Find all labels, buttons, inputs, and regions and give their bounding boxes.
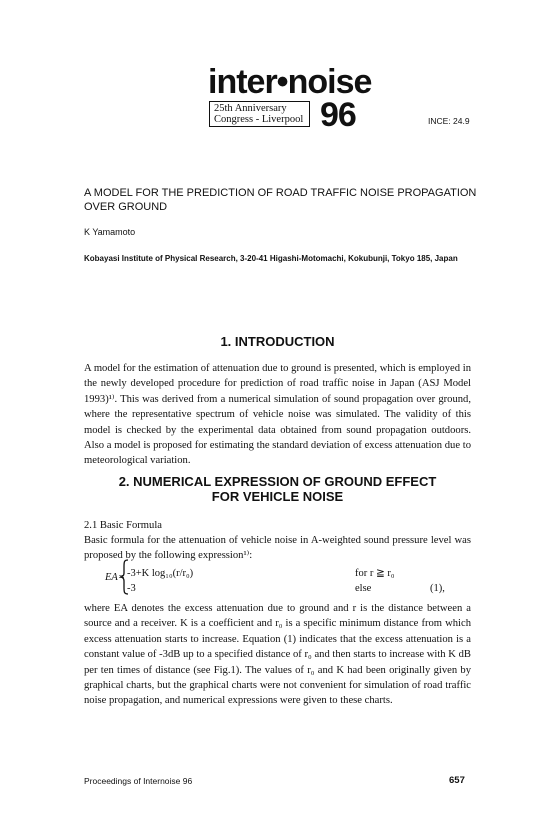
equation-case2: -3 [127,583,136,594]
page-number: 657 [449,775,465,786]
section-heading-line2: FOR VEHICLE NOISE [211,489,344,504]
footer-proceedings: Proceedings of Internoise 96 [84,776,193,786]
equation-condition1: for r ≧ r₀ [355,568,395,579]
affiliation: Kobayasi Institute of Physical Research, 3-20-41 Higashi-Motomachi, Kokubunji, Tokyo 185, Japan [84,254,458,263]
conference-logo-year: 96 [320,96,356,134]
logo-box-line1: 25th Anniversary [214,103,287,114]
equation-condition2: else [355,583,372,594]
conference-logo-wordmark: inter•noise [208,63,372,101]
logo-box-line2: Congress - Liverpool [214,114,304,125]
formula-intro-paragraph: Basic formula for the attenuation of vehicle noise in A-weighted sound pressure level was proposed by the following expression¹⁾: [84,535,471,562]
introduction-paragraph: A model for the estimation of attenuation due to ground is presented, which is employed in the newly developed procedure for prediction of road traffic noise in Japan (ASJ Model 1993)¹⁾. This was derived from a numerical simulation of sound propagation over ground, where the representative spectrum of vehicle noise was simulated. The validity of this model is checked by the experimental data obtained from sound propagation outdoors. Also a model is proposed for estimating the standard deviation of excess attenuation due to meteorological variation. [84,363,471,467]
subsection-heading: 2.1 Basic Formula [84,520,162,531]
section-heading-line1: 2. NUMERICAL EXPRESSION OF GROUND EFFECT [118,474,437,489]
equation-case1: -3+K log₁₀(r/r₀) [127,568,194,579]
equation-number: (1), [430,583,445,594]
equation-lhs: EA= [105,572,125,583]
section-heading-numerical-expression [84,474,471,504]
paper-title [84,186,476,214]
section-heading-introduction: 1. INTRODUCTION [220,334,335,349]
formula-explanation-paragraph: where EA denotes the excess attenuation due to ground and r is the distance between a source and a receiver. K is a coefficient and r₀ is a specific minimum distance from which excess attenuation starts to increase. Equation (1) indicates that the excess attenuation is a constant value of -3dB up to a specified distance of r₀ and then starts to increase with K dB per ten times of distance (see Fig.1). The values of r₀ and K had been originally given by graphical charts, but the graphical charts were not convenient for simulation of road traffic noise propagation, and numerical expressions were given to these charts. [84,603,471,707]
paper-title-line2: OVER GROUND [84,201,168,213]
conference-logo-box [209,101,310,127]
paper-title-line1: A MODEL FOR THE PREDICTION OF ROAD TRAFFIC NOISE PROPAGATION [84,187,477,199]
author: K Yamamoto [84,227,136,237]
paper-code: INCE: 24.9 [428,116,470,126]
